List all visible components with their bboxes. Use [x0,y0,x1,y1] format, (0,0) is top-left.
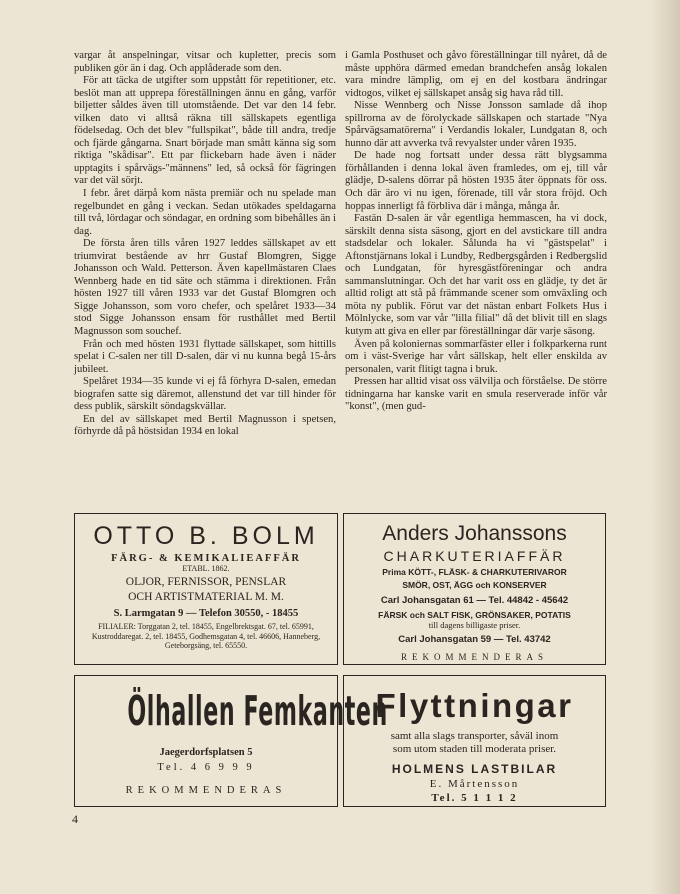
ad-business-type: CHARKUTERIAFFÄR [383,548,566,564]
ad-address: Jaegerdorfsplatsen 5 [159,747,253,758]
paragraph: Pressen har alltid visat oss välvilja och förståelse. De större tidningarna har kanske varit en smula reserverade inför vår "konst", (men gud- [345,376,607,413]
ad-daily-prices: till dagens billigaste priser. [428,620,521,630]
paragraph: De första åren tills våren 1927 leddes sällskapet av ett triumvirat bestående av hrr Gustaf Blomgren, Sigge Johansson och Wald. Petterson. Även kapellmästaren Claes Wennberg hade en tid säte och stämma i direktionen. Från hösten 1927 till våren 1933 var det Gustaf Blomgren och Sigge Johansson, som voro chefer, och spelåret 1933—34 stod Sigge Johansson ensam för rusthållet med Bertil Magnusson som souchef. [74,238,336,338]
paragraph: i Gamla Posthuset och gåvo föreställningar till nyåret, då de måste upphöra därmed emedan brandchefen ansåg lokalen vara mindre lämplig, om ej en del kostbara ändringar vidtogos, vilket ej sällskapet ansåg sig hava råd till. [345,50,607,99]
ad-wares-line-1: Prima KÖTT-, FLÄSK- & CHARKUTERIVAROR [382,567,567,577]
paragraph: En del av sällskapet med Bertil Magnusson i spetsen, förhyrde då på höstsidan 1934 en lokal [74,413,336,438]
ad-description-line-2: som utom staden till moderata priser. [392,742,557,755]
ad-telephone: Tel. 4 6 9 9 9 [157,762,255,773]
paragraph: I febr. året därpå kom nästa premiär och nu spelade man regelbundet en gång i veckan. Sedan utökades speldagarna till två, lördagar och söndagar, en ordning som bibehålles än i dag. [74,188,336,237]
advertisement-olhallen-femkanten [74,675,388,807]
paragraph: Nisse Wennberg och Nisse Jonsson samlade då ihop spillrorna av de förolyckade sällskapen och startade "Nya Spårvägsamatörerna" i Verdandis lokaler, Lundgatan 8, och hunno där att avverka två revyalster under våren 1935. [345,100,607,149]
advertisement-anders-johanssons [343,513,606,665]
article-column-left [74,50,336,439]
paragraph: Spelåret 1934—35 kunde vi ej få förhyra D-salen, emedan biografen satte sig däremot, allenstund det var till hinder för dess publik, särskilt söndagskvällar. [74,376,336,413]
ad-address: S. Larmgatan 9 — Telefon 30550, - 18455 [113,608,299,619]
paragraph: Fastän D-salen är vår egentliga hemmascen, ha vi dock, särskilt denna sista säsong, gjort en del avstickare till andra stadsdelar och lokaler. Sålunda ha vi "gästspelat" i Aftonstjärnans lokal i Lundby, Redbergsgården i Redbergslid och Lundgatan, för hyresgästföreningar och andra sammanslutningar. Och det har varit oss en glädje, ty det är alltid roligt att stå på främmande scener som omväxling och möta ny publik. Förut var det nästan enbart Folkets Hus i Mölnlycke, som var vår "lilla filial" då det blivit till en slags kutym att giva en eller par föreställningar där varje säsong. [345,213,607,338]
ad-owner: E. Mårtensson [429,778,520,790]
ad-wares-line-2: SMÖR, OST, ÄGG och KONSERVER [402,580,547,590]
ad-address-2: Carl Johansgatan 59 — Tel. 43742 [398,634,551,645]
ad-products-line-2: OCH ARTISTMATERIAL M. M. [128,591,284,603]
ad-fresh-goods: FÄRSK och SALT FISK, GRÖNSAKER, POTATIS [378,610,571,620]
ad-telephone: Tel. 5 1 1 1 2 [431,792,518,804]
article-column-right [345,50,607,414]
paragraph: För att täcka de utgifter som uppstått för repetitioner, etc. beslöt man att upprepa föreställningen ännu en gång, varför biljetter såldes även till utomstående. Det var den 14 febr. vilken dato vi alltså räkna till sällskapets egentliga födelsedag. Och det blev "fullspikat", både till andra, tredje och fjärde gångarna. Snart började man smått känna sig som riktiga "skådisar". Ett par flickebarn hade även i näder upptagits i spårvägs-"männens" led, så också för fägringen var det väl sörjt. [74,75,336,187]
ad-recommend: REKOMMENDERAS [400,652,548,662]
ad-address-1: Carl Johansgatan 61 — Tel. 44842 - 45642 [380,595,569,606]
ad-recommend: REKOMMENDERAS [125,785,287,796]
ad-products-line-1: OLJOR, FERNISSOR, PENSLAR [125,576,287,588]
ad-established: ETABL. 1862. [182,564,230,573]
paragraph: Även på koloniernas sommarfäster eller i folkparkerna runt om i väst-Sverige har vårt sällskap, helt eller enskilda av personalen, varit flitigt tagna i bruk. [345,338,607,375]
advertisement-otto-bolm [74,513,338,665]
ad-description-line-1: samt alla slags transporter, såväl inom [390,730,559,742]
ad-company-name: HOLMENS LASTBILAR [391,762,558,776]
paragraph: vargar åt anspelningar, vitsar och kupletter, precis som publiken gör än i dag. Och applåderade som den. [74,50,336,74]
ad-branches: FILIALER: Torggatan 2, tel. 18455, Engelbrektsgat. 67, tel. 65991, Kustroddaregat. 2, tel. 18455, Godhemsgatan 4, tel. 46606, Hanneberg, Geteborgsäng, tel. 65550. [91,622,321,650]
paragraph: Från och med hösten 1931 flyttade sällskapet, som hittills spelat i C-salen ner till D-salen, där vi nu kunna begå 15-års jubileet. [74,338,336,375]
paragraph: De hade nog fortsatt under dessa rätt blygsamma förhållanden i denna lokal även framledes, om ej, till vår glädje, D-salens dörrar på hösten 1935 åter öppnats för oss. Och där äro vi nu igen, förenade, till vår stora fröjd. Och hoppas innerligt få förbliva där i många, många år. [345,150,607,212]
ad-company-name: OTTO B. BOLM [93,522,319,550]
advertisement-flyttningar [343,675,606,807]
ad-business-type: FÄRG- & KEMIKALIEAFFÄR [111,553,301,564]
page-edge-shadow [650,0,680,894]
page-number: 4 [72,812,78,826]
ad-company-name: Anders Johanssons [382,522,567,545]
ad-headline: Flyttningar [375,687,574,724]
ad-company-name: Ölhallen Femkanten [127,687,388,735]
